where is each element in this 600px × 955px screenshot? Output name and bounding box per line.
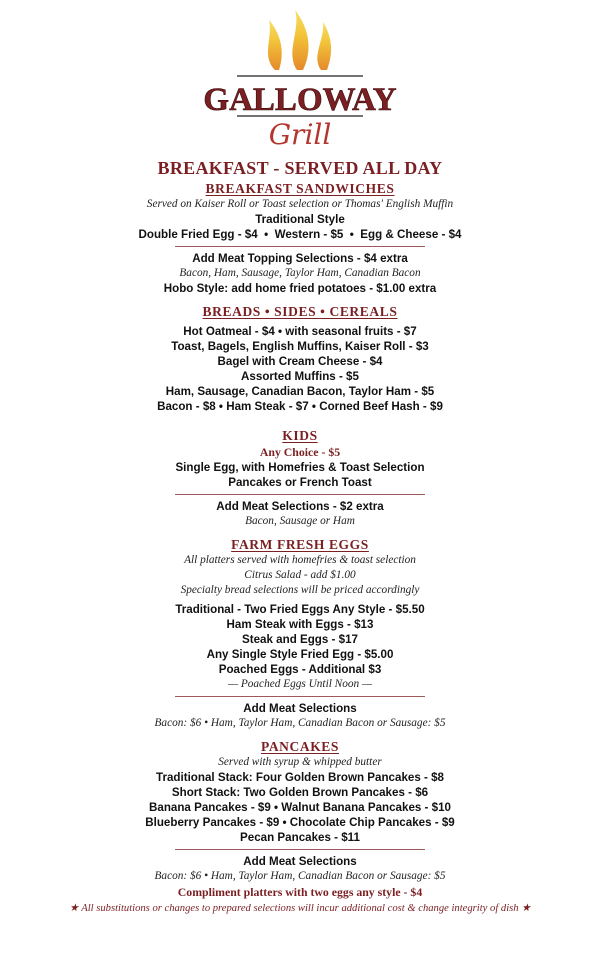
- logo-script: Grill: [268, 118, 332, 151]
- page-title: BREAKFAST - SERVED ALL DAY: [157, 158, 443, 178]
- menu-item: Ham Steak with Eggs - $13: [226, 618, 374, 631]
- section-kids: [0, 428, 600, 529]
- add-meat-list: Bacon, Sausage or Ham: [245, 515, 355, 527]
- section-pancakes: [0, 739, 600, 900]
- section-breads-sides-cereals: [0, 304, 600, 414]
- kids-price: Any Choice - $5: [259, 445, 341, 459]
- compliment-platters: Compliment platters with two eggs any style - $4: [177, 885, 423, 899]
- eggs-note: Citrus Salad - add $1.00: [244, 569, 356, 581]
- topping-list: Bacon, Ham, Sausage, Taylor Ham, Canadian Bacon: [179, 267, 421, 279]
- menu-item: Short Stack: Two Golden Brown Pancakes - $6: [171, 786, 429, 799]
- eggs-note: Specialty bread selections will be priced accordingly: [180, 584, 420, 596]
- menu-item: Traditional Stack: Four Golden Brown Pancakes - $8: [156, 771, 444, 784]
- add-meat-list: Bacon: $6 • Ham, Taylor Ham, Canadian Bacon or Sausage: $5: [154, 870, 446, 882]
- menu-item: Steak and Eggs - $17: [242, 633, 358, 646]
- section-farm-fresh-eggs: [0, 537, 600, 731]
- menu-item: Poached Eggs - Additional $3: [218, 663, 382, 676]
- menu-item: Toast, Bagels, English Muffins, Kaiser Roll - $3: [171, 340, 429, 353]
- menu-item: Single Egg, with Homefries & Toast Selection: [175, 461, 425, 474]
- section-title: BREAKFAST SANDWICHES: [205, 181, 395, 196]
- section-title: BREADS • SIDES • CEREALS: [202, 304, 398, 319]
- hobo-style: Hobo Style: add home fried potatoes - $1.00 extra: [163, 282, 437, 295]
- section-subtitle: Served with syrup & whipped butter: [218, 756, 382, 768]
- menu-item: Ham, Sausage, Canadian Bacon, Taylor Ham - $5: [165, 385, 435, 398]
- section-title: KIDS: [282, 428, 318, 443]
- style-label: Traditional Style: [255, 213, 345, 226]
- menu-content: [0, 158, 600, 916]
- section-title: FARM FRESH EGGS: [231, 537, 369, 552]
- topping-label: Add Meat Topping Selections - $4 extra: [192, 252, 408, 265]
- divider: [175, 246, 425, 247]
- section-subtitle: Served on Kaiser Roll or Toast selection or Thomas' English Muffin: [146, 198, 454, 210]
- divider: [175, 696, 425, 697]
- menu-item: Banana Pancakes - $9 • Walnut Banana Pancakes - $10: [149, 801, 451, 814]
- logo-name: GALLOWAY: [203, 82, 397, 118]
- menu-item: Assorted Muffins - $5: [241, 370, 359, 383]
- add-meat-label: Add Meat Selections: [243, 702, 357, 715]
- menu-item: Traditional - Two Fried Eggs Any Style - $5.50: [175, 603, 425, 616]
- divider: [175, 494, 425, 495]
- add-meat-list: Bacon: $6 • Ham, Taylor Ham, Canadian Bacon or Sausage: $5: [154, 717, 446, 729]
- footer-note: ★ All substitutions or changes to prepared selections will incur additional cost & change integrity of dish ★: [69, 903, 531, 914]
- sandwich-items: Double Fried Egg - $4 • Western - $5 • Egg & Cheese - $4: [138, 228, 462, 241]
- divider: [175, 849, 425, 850]
- menu-item: Any Single Style Fried Egg - $5.00: [206, 648, 394, 661]
- logo: [0, 8, 600, 153]
- poached-note: — Poached Eggs Until Noon —: [227, 678, 373, 690]
- menu-item: Bacon - $8 • Ham Steak - $7 • Corned Beef Hash - $9: [157, 400, 443, 413]
- menu-item: Pancakes or French Toast: [228, 476, 372, 489]
- menu-item: Bagel with Cream Cheese - $4: [217, 355, 383, 368]
- add-meat-label: Add Meat Selections: [243, 855, 357, 868]
- add-meat-label: Add Meat Selections - $2 extra: [216, 500, 384, 513]
- eggs-note: All platters served with homefries & toast selection: [184, 554, 416, 566]
- menu-item: Hot Oatmeal - $4 • with seasonal fruits - $7: [183, 325, 417, 338]
- section-title: PANCAKES: [260, 739, 340, 754]
- menu-item: Pecan Pancakes - $11: [240, 831, 360, 844]
- flame-logo-icon: [203, 8, 397, 153]
- section-breakfast-sandwiches: [0, 181, 600, 296]
- menu-item: Blueberry Pancakes - $9 • Chocolate Chip Pancakes - $9: [145, 816, 455, 829]
